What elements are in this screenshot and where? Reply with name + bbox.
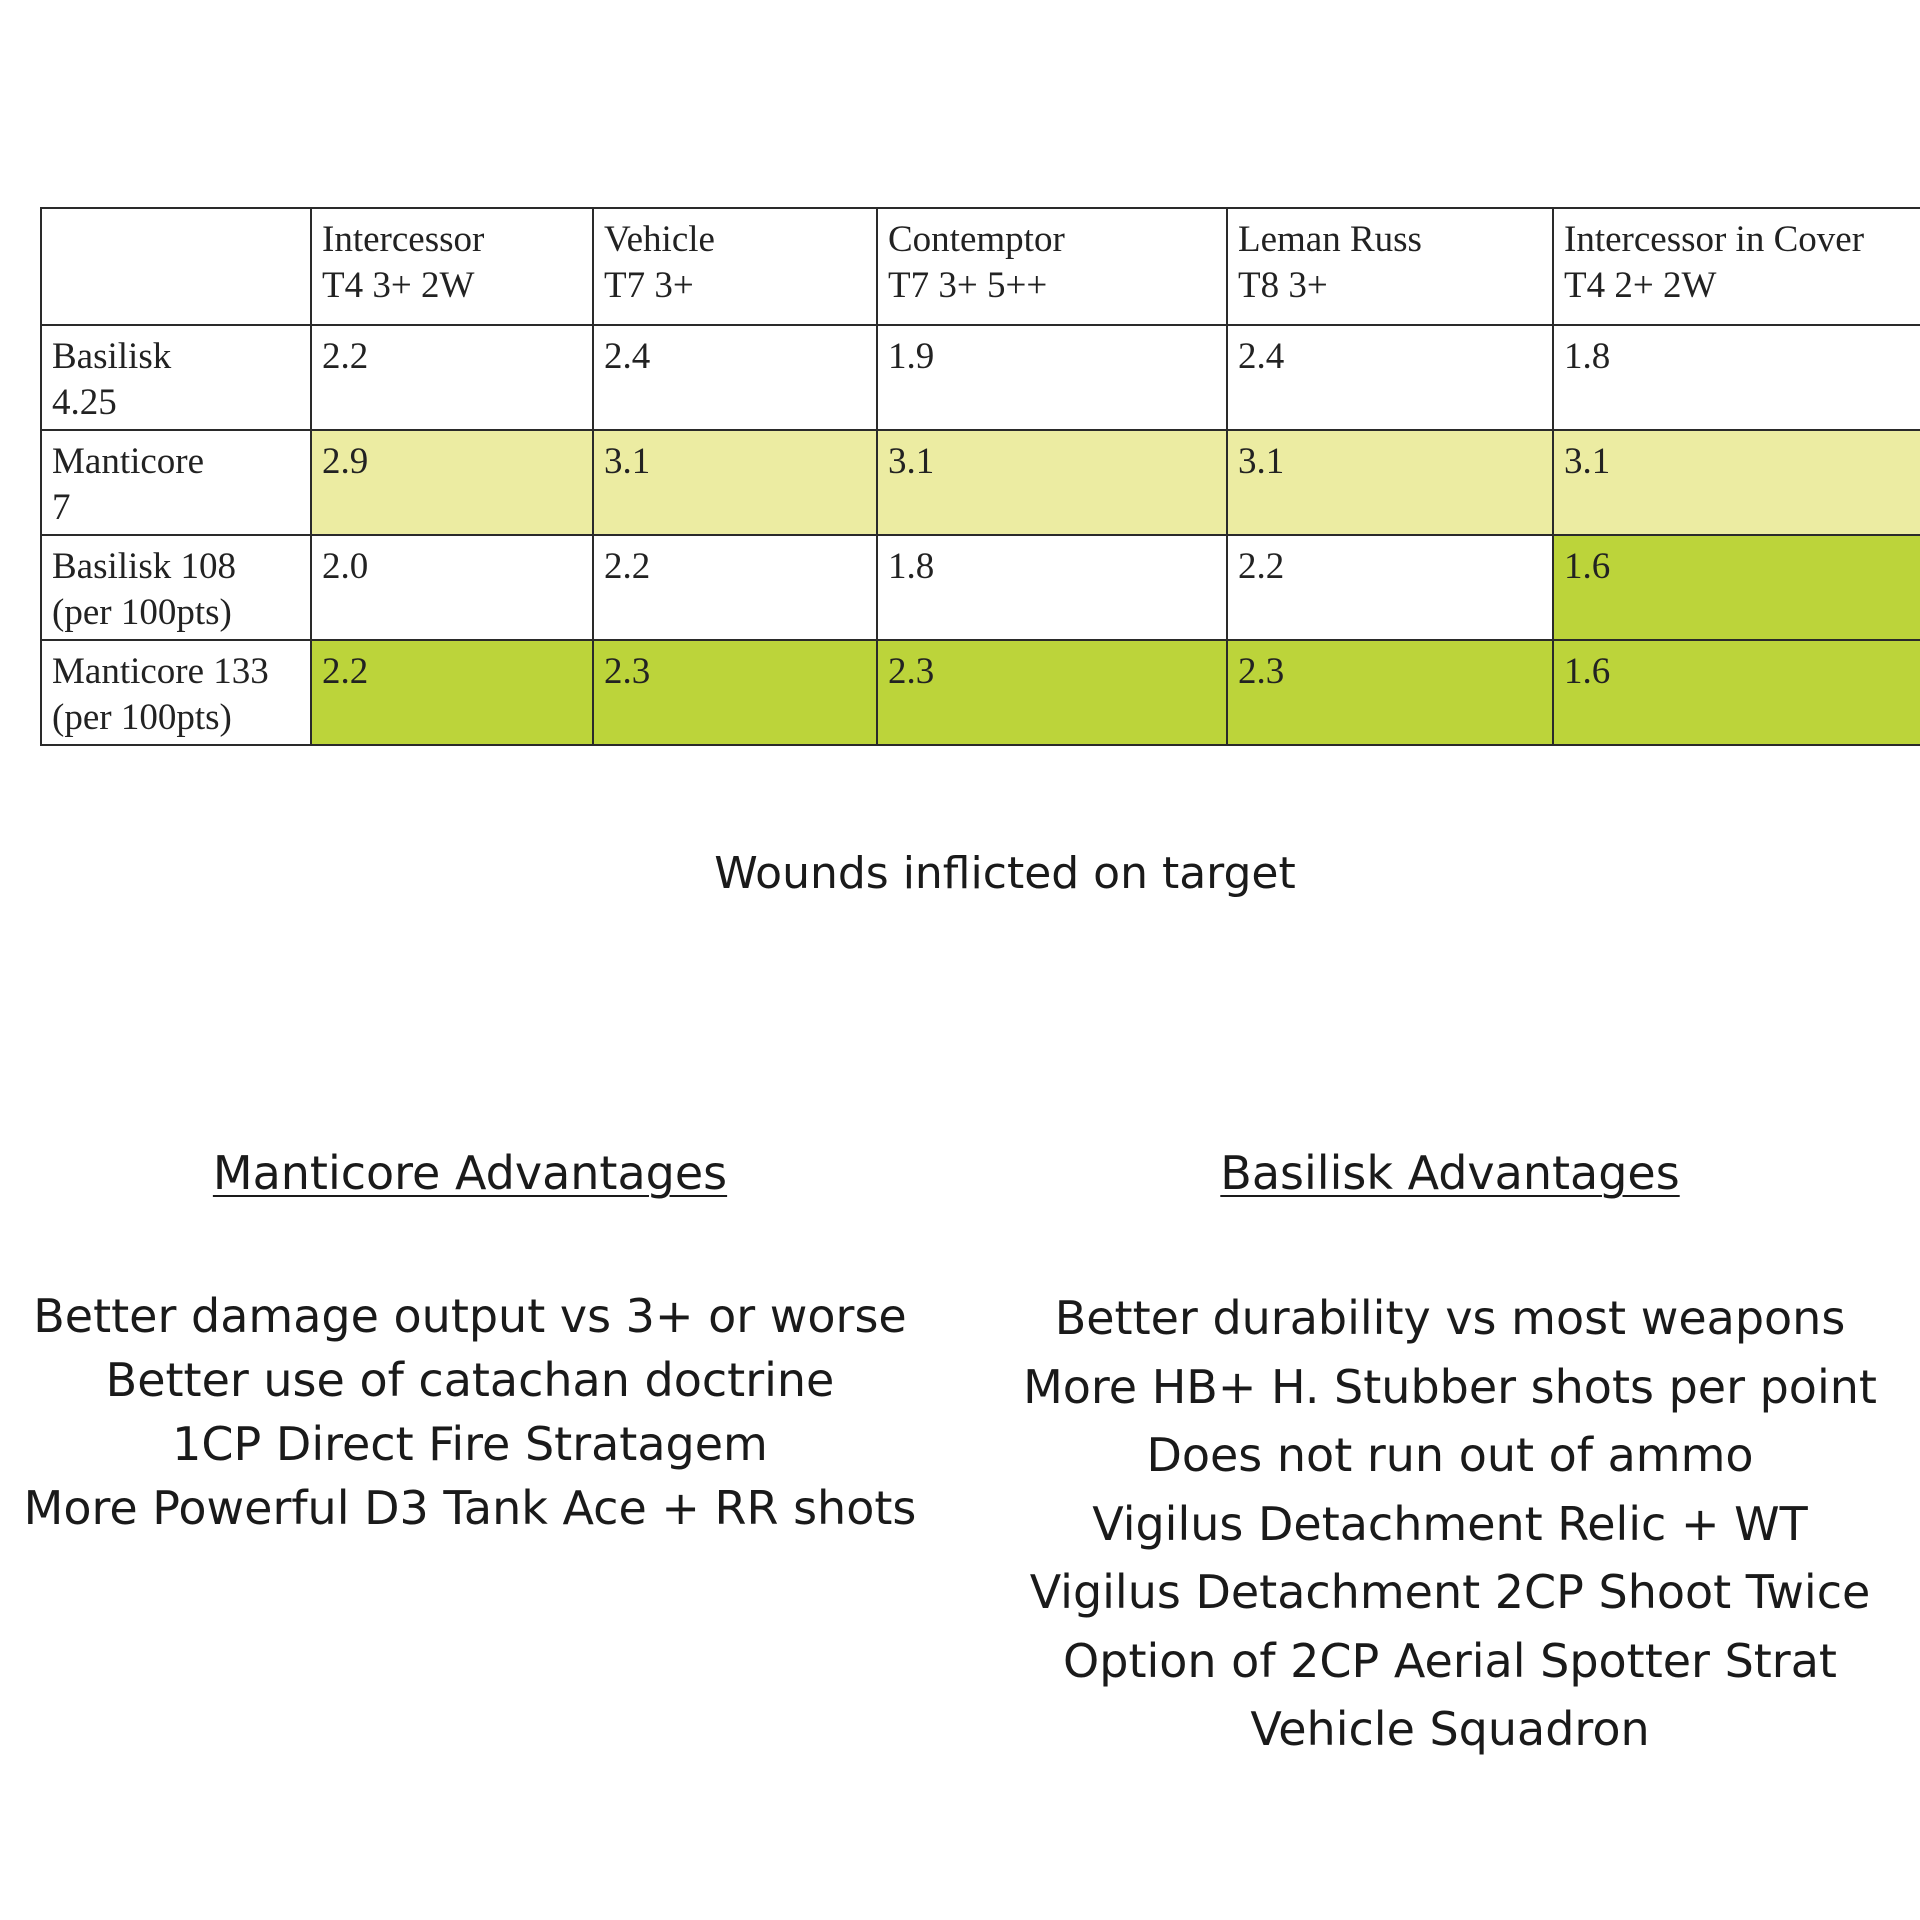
basilisk-advantages-title: Basilisk Advantages xyxy=(1220,1146,1680,1200)
value-cell: 2.4 xyxy=(593,325,877,430)
row-sublabel: 7 xyxy=(52,487,71,528)
list-item: Better use of catachan doctrine xyxy=(105,1353,835,1407)
value-cell-highlighted: 3.1 xyxy=(877,430,1227,535)
header-stats: T4 2+ 2W xyxy=(1564,265,1717,306)
header-corner-cell xyxy=(41,208,311,325)
header-vehicle xyxy=(593,208,877,325)
header-intercessor xyxy=(311,208,593,325)
list-item: Vigilus Detachment Relic + WT xyxy=(1092,1496,1808,1551)
wounds-table-wrapper xyxy=(40,207,1920,746)
manticore-advantages-title: Manticore Advantages xyxy=(212,1146,728,1200)
row-label: Basilisk 108 xyxy=(52,546,236,587)
value-cell: 1.8 xyxy=(1553,325,1920,430)
value-cell-highlighted: 2.3 xyxy=(1227,640,1553,745)
header-name: Intercessor in Cover xyxy=(1564,219,1865,260)
row-label-cell xyxy=(41,535,311,640)
basilisk-advantages-list xyxy=(980,1284,1920,1764)
value-cell-highlighted: 2.9 xyxy=(311,430,593,535)
header-stats: T7 3+ xyxy=(604,265,694,306)
table-row xyxy=(41,535,1920,640)
value-cell: 2.4 xyxy=(1227,325,1553,430)
manticore-advantages xyxy=(0,1146,940,1540)
value-cell-highlighted: 3.1 xyxy=(1227,430,1553,535)
list-item: Vehicle Squadron xyxy=(1250,1702,1650,1756)
table-caption: Wounds inflicted on target xyxy=(714,848,1296,899)
list-item: More HB+ H. Stubber shots per point xyxy=(1023,1359,1877,1414)
header-intercessor-in-cover xyxy=(1553,208,1920,325)
table-row xyxy=(41,640,1920,745)
list-item: Does not run out of ammo xyxy=(1146,1428,1754,1482)
manticore-advantages-list xyxy=(0,1284,940,1540)
value-cell-highlighted: 1.6 xyxy=(1553,535,1920,640)
header-stats: T7 3+ 5++ xyxy=(888,265,1048,306)
value-cell: 2.2 xyxy=(311,325,593,430)
value-cell-highlighted: 2.3 xyxy=(877,640,1227,745)
row-sublabel: 4.25 xyxy=(52,382,117,423)
list-item: Vigilus Detachment 2CP Shoot Twice xyxy=(1029,1565,1871,1619)
list-item: 1CP Direct Fire Stratagem xyxy=(172,1417,768,1471)
list-item: Better durability vs most weapons xyxy=(1054,1291,1846,1345)
table-header-row xyxy=(41,208,1920,325)
list-item: More Powerful D3 Tank Ace + RR shots xyxy=(23,1481,917,1535)
value-cell-highlighted: 3.1 xyxy=(1553,430,1920,535)
row-label-cell xyxy=(41,325,311,430)
value-cell-highlighted: 3.1 xyxy=(593,430,877,535)
header-name: Leman Russ xyxy=(1238,219,1422,260)
wounds-table xyxy=(40,207,1920,746)
value-cell: 1.9 xyxy=(877,325,1227,430)
row-label: Manticore 133 xyxy=(52,651,269,692)
value-cell: 2.2 xyxy=(593,535,877,640)
basilisk-advantages xyxy=(980,1146,1920,1764)
value-cell: 1.8 xyxy=(877,535,1227,640)
header-name: Intercessor xyxy=(322,219,485,260)
header-contemptor xyxy=(877,208,1227,325)
value-cell-highlighted: 2.2 xyxy=(311,640,593,745)
row-sublabel: (per 100pts) xyxy=(52,697,232,738)
row-label: Manticore xyxy=(52,441,205,482)
value-cell-highlighted: 2.3 xyxy=(593,640,877,745)
table-row xyxy=(41,325,1920,430)
value-cell: 2.2 xyxy=(1227,535,1553,640)
row-label: Basilisk xyxy=(52,336,172,377)
value-cell: 2.0 xyxy=(311,535,593,640)
header-stats: T4 3+ 2W xyxy=(322,265,475,306)
list-item: Better damage output vs 3+ or worse xyxy=(33,1289,907,1343)
header-leman-russ xyxy=(1227,208,1553,325)
row-label-cell xyxy=(41,640,311,745)
list-item: Option of 2CP Aerial Spotter Strat xyxy=(1063,1633,1837,1688)
row-sublabel: (per 100pts) xyxy=(52,592,232,633)
row-label-cell xyxy=(41,430,311,535)
value-cell-highlighted: 1.6 xyxy=(1553,640,1920,745)
table-row xyxy=(41,430,1920,535)
header-stats: T8 3+ xyxy=(1238,265,1328,306)
header-name: Contemptor xyxy=(888,219,1065,260)
header-name: Vehicle xyxy=(604,219,715,260)
